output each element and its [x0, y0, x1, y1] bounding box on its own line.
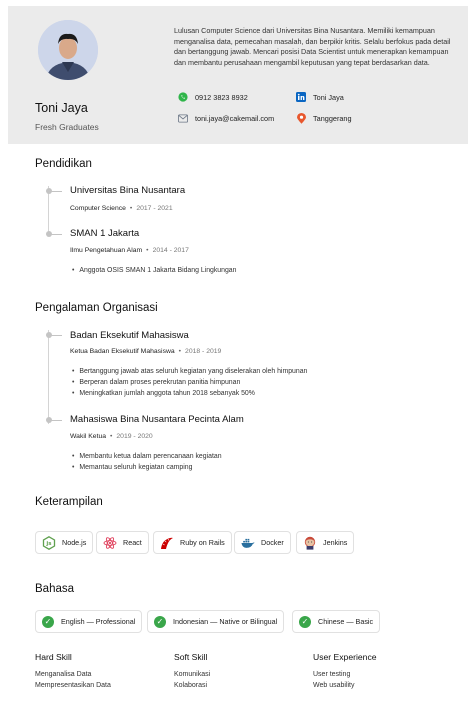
- language-chip-english: [35, 610, 142, 633]
- organization-heading: Pengalaman Organisasi: [35, 302, 158, 314]
- organization-timeline: [48, 330, 49, 424]
- soft-skill-list: [174, 669, 210, 691]
- check-icon: ✓: [299, 616, 311, 628]
- organization-sub: [70, 348, 221, 355]
- avatar: [38, 20, 98, 80]
- list-item: Kolaborasi: [174, 682, 208, 689]
- timeline-connector: [49, 335, 62, 336]
- education-program: Computer Science: [70, 205, 126, 212]
- phone-contact: [178, 92, 248, 102]
- language-label: Chinese — Basic: [318, 617, 374, 626]
- education-date: 2017 - 2021: [136, 205, 173, 212]
- react-icon: [103, 536, 117, 550]
- list-item: • Membantu ketua dalam perencanaan kegiatan: [72, 451, 222, 462]
- location-contact: [296, 113, 352, 123]
- organization-date: 2018 - 2019: [185, 348, 222, 355]
- education-date: 2014 - 2017: [152, 247, 189, 254]
- user-experience-list: [313, 669, 355, 691]
- separator-dot: •: [129, 205, 133, 212]
- organization-bullets: [72, 451, 222, 473]
- phone-text: 0912 3823 8932: [195, 92, 248, 102]
- skill-chip-rails: [153, 531, 232, 554]
- hard-skill-heading: Hard Skill: [35, 652, 72, 662]
- list-item: Mempresentasikan Data: [35, 682, 111, 689]
- skills-heading: Keterampilan: [35, 496, 103, 508]
- list-item: • Bertanggung jawab atas seluruh kegiatan yang diselerakan oleh himpunan: [72, 366, 307, 377]
- education-bullets: [72, 265, 236, 276]
- hard-skill-list: [35, 669, 111, 691]
- skill-label: Node.js: [62, 538, 87, 547]
- education-title: Universitas Bina Nusantara: [70, 185, 186, 196]
- skill-chip-jenkins: [296, 531, 354, 554]
- separator-dot: •: [110, 433, 113, 440]
- location-pin-icon: [296, 113, 306, 123]
- separator-dot: •: [178, 348, 182, 355]
- linkedin-contact[interactable]: [296, 92, 344, 102]
- education-title: SMAN 1 Jakarta: [70, 228, 140, 239]
- list-item: • Memantau seluruh kegiatan camping: [72, 462, 222, 473]
- jenkins-icon: [303, 536, 317, 550]
- docker-icon: [241, 536, 255, 550]
- organization-bullets: [72, 366, 307, 399]
- list-item: • Meningkatkan jumlah anggota tahun 2018 sebanyak 50%: [72, 388, 307, 399]
- organization-title: Badan Eksekutif Mahasiswa: [70, 330, 189, 341]
- soft-skill-heading: Soft Skill: [174, 652, 208, 662]
- organization-position: Ketua Badan Eksekutif Mahasiswa: [70, 348, 175, 355]
- email-icon: [178, 113, 188, 123]
- profile-role: Fresh Graduates: [35, 122, 99, 132]
- list-item: Komunikasi: [174, 671, 211, 678]
- location-text: Tanggerang: [313, 113, 352, 123]
- skill-chip-nodejs: [35, 531, 93, 554]
- language-chip-chinese: [292, 610, 380, 633]
- education-heading: Pendidikan: [35, 158, 92, 170]
- separator-dot: •: [146, 247, 149, 254]
- profile-header: [8, 6, 468, 144]
- list-item: User testing: [313, 671, 351, 678]
- timeline-connector: [49, 191, 62, 192]
- organization-sub: [70, 433, 153, 440]
- education-sub: [70, 205, 173, 212]
- education-program: Ilmu Pengetahuan Alam: [70, 247, 143, 254]
- email-text: toni.jaya@cakemail.com: [195, 113, 275, 123]
- education-sub: [70, 247, 189, 254]
- skill-label: Docker: [261, 538, 284, 547]
- nodejs-icon: [42, 536, 56, 550]
- check-icon: ✓: [42, 616, 54, 628]
- profile-name: Toni Jaya: [35, 101, 88, 115]
- list-item: • Anggota OSIS SMAN 1 Jakarta Bidang Lingkungan: [72, 265, 236, 276]
- list-item: Web usability: [313, 682, 355, 689]
- user-experience-heading: User Experience: [313, 652, 377, 662]
- rails-icon: [160, 536, 174, 550]
- language-label: Indonesian — Native or Bilingual: [173, 617, 278, 626]
- profile-summary: Lulusan Computer Science dari Universitas Bina Nusantara. Memiliki kemampuan menganalisa data, pemecahan masalah, dan berpikir kritis. Selalu berfokus pada detail dan bertanggung jawab. Mencari posisi Data Scientist untuk menerapkan kemampuan dan membantu perusahaan mengambil keputusan yang tepat berdasarkan data.: [174, 26, 451, 67]
- check-icon: ✓: [154, 616, 166, 628]
- timeline-connector: [49, 234, 62, 235]
- linkedin-icon: [296, 92, 306, 102]
- email-contact[interactable]: [178, 113, 274, 123]
- linkedin-text: Toni Jaya: [313, 92, 344, 102]
- list-item: Menganalisa Data: [35, 671, 92, 678]
- whatsapp-icon: [178, 92, 188, 102]
- timeline-connector: [49, 420, 62, 421]
- organization-position: Wakil Ketua: [70, 433, 107, 440]
- language-chip-indonesian: [147, 610, 284, 633]
- skill-chip-docker: [234, 531, 291, 554]
- list-item: • Berperan dalam proses perekrutan panitia himpunan: [72, 377, 307, 388]
- skill-chip-react: [96, 531, 149, 554]
- skill-label: Jenkins: [323, 538, 348, 547]
- skill-label: React: [123, 538, 142, 547]
- skill-label: Ruby on Rails: [180, 538, 225, 547]
- organization-date: 2019 - 2020: [116, 433, 153, 440]
- language-label: English — Professional: [61, 617, 136, 626]
- languages-heading: Bahasa: [35, 583, 75, 595]
- svg-text:js: js: [46, 540, 52, 547]
- organization-title: Mahasiswa Bina Nusantara Pecinta Alam: [70, 414, 244, 425]
